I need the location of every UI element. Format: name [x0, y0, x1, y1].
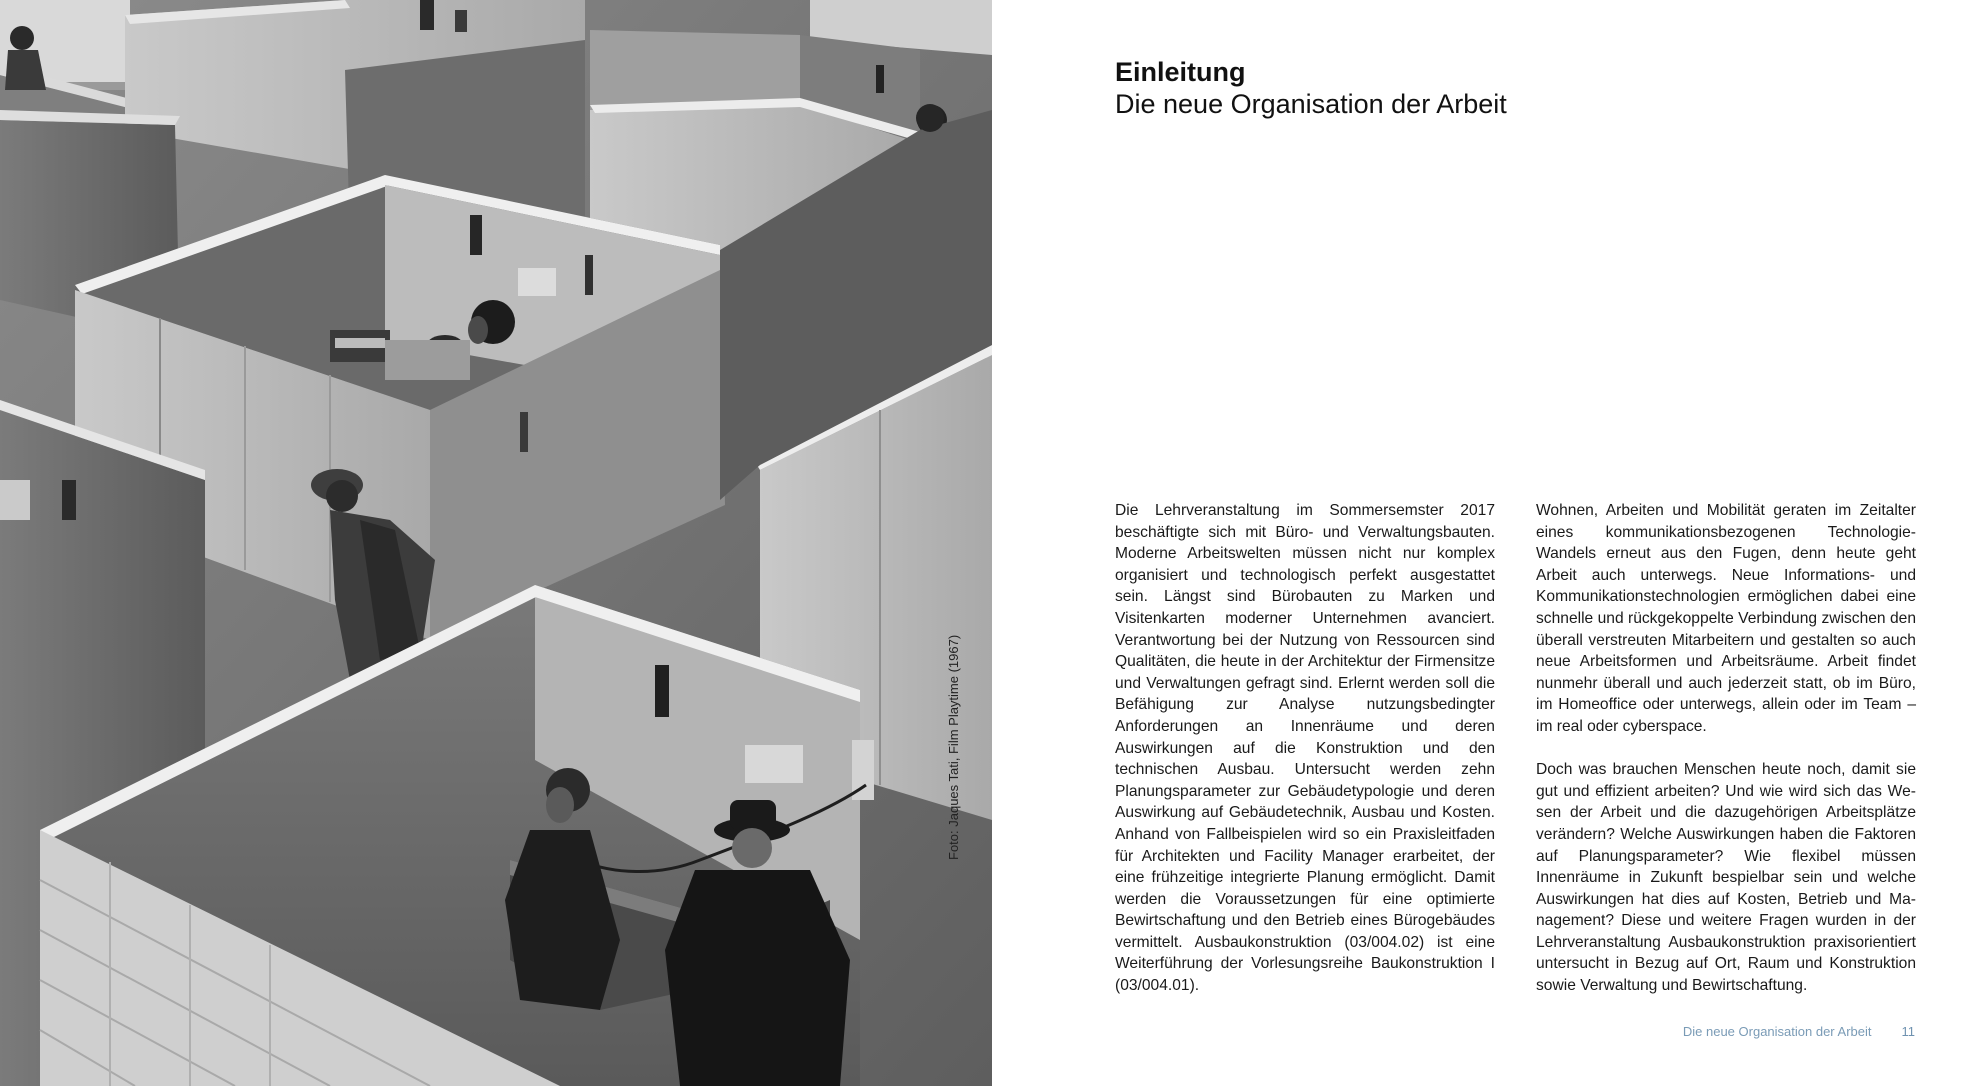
- text-column-right: [1536, 500, 1916, 997]
- running-title: Die neue Organisation der Arbeit: [1682, 1024, 1872, 1039]
- chapter-subtitle: Die neue Organisation der Arbeit: [1115, 89, 1507, 119]
- body-paragraph: Die Lehrveranstaltung im Sommersemster 2017 beschäftigte sich mit Büro- und Verwaltungsbauten. Moderne Arbeitswelten müssen nicht nur komplex organisiert und technologisch perfekt ausgestattet sein. Längst sind Bürobauten zu Marken und Visitenkarten moderner Unternehmen avanciert. Verantwortung bei der Nutzung von Ressourcen sind Qualitäten, die heute in der Architektur der Firmensitze und Verwaltungen gefragt sind. Erlernt werden soll die Befähigung zur Analyse nutzungsbedingter Anforderungen an Innenräume und deren Auswirkungen auf die Konstruktion und den technischen Ausbau. Untersucht werden zehn Planungsparameter zur Gebäudetypologie und deren Auswirkung auf Gebäudetechnik, Ausbau und Kosten. Anhand von Fallbeispielen wird so ein Praxisleitfaden für Architekten und Facility Manager erarbeitet, der eine frühzeitige integrierte Planung ermöglicht. Damit werden die Voraussetzungen für eine optimierte Bewirtschaftung und den Betrieb eines Bürogebäudes vermittelt. Ausbaukonstruktion (03/004.02) ist eine Weiterführung der Vorlesungsreihe Baukonstruktion I (03/004.01).: [1115, 502, 1495, 995]
- body-paragraph: Wohnen, Arbeiten und Mobilität geraten im Zeitalter eines kommunikationsbezogenen Technologie-Wandels erneut aus den Fugen, denn heute geht Arbeit auch unterwegs. Neue Informations- und Kommunikationstechnologien ermöglichen dabei eine schnelle und rückgekoppelte Verbindung zwischen den überall verstreuten Mitarbeitern und gestalten so auch neue Arbeitsformen und Arbeitsräume. Arbeit findet nunmehr überall und auch jederzeit statt, ob im Büro, im Homeoffice oder unterwegs, allein oder im Team – im real oder cyberspace.: [1536, 502, 1916, 735]
- page-footer: [1683, 1024, 1915, 1039]
- chapter-heading: [1115, 56, 1507, 120]
- text-column-left: [1115, 500, 1495, 997]
- text-page: [992, 0, 1984, 1086]
- page-number: 11: [1901, 1024, 1915, 1039]
- photo-credit: Foto: Jaques Tati, Film Playtime (1967): [946, 634, 961, 860]
- chapter-title: Einleitung: [1115, 57, 1246, 87]
- body-paragraph: Doch was brauchen Menschen heute noch, damit sie gut und effizient arbeiten? Und wie wird sich das Wesen der Arbeit und die dazugehörigen Arbeitsplätze verändern? Welche Auswirkungen haben die Faktoren auf Planungsparameter? Wie flexibel müssen Innenräume in Zukunft bespielbar sein und welche Auswirkungen hat dies auf Kosten, Betrieb und Management? Diese und weitere Fragen wurden in der Lehrveranstaltung Ausbaukonstruktion praxisorientiert untersucht in Bezug auf Ort, Raum und Konstruktion sowie Verwaltung und Bewirtschaftung.: [1536, 761, 1916, 995]
